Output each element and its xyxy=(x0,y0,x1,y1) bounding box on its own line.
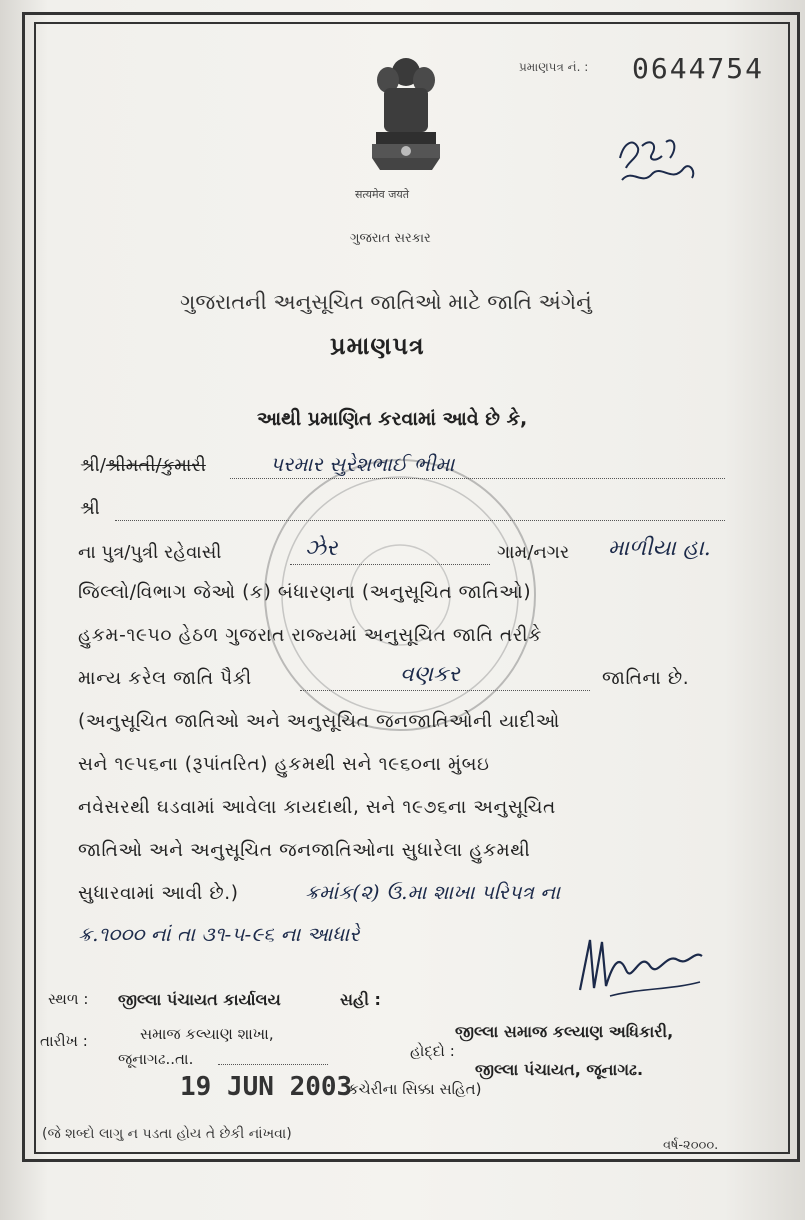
struck-title-label: શ્રીમતી/કુમારી xyxy=(105,455,206,476)
national-emblem-icon xyxy=(362,52,450,182)
body-line-5: સને ૧૯૫૬ના (રૂપાંતરિત) હુકમથી સને ૧૯૬૦ના મુંબઇ xyxy=(78,754,490,775)
caste-value: વણકર xyxy=(400,662,460,687)
certificate-intro: આથી પ્રમાણિત કરવામાં આવે છે કે, xyxy=(257,408,528,430)
date-dotted-line xyxy=(218,1064,328,1065)
resident-label: ના પુત્ર/પુત્રી રહેવાસી xyxy=(78,542,222,563)
sign-label: સહી : xyxy=(340,990,381,1009)
shri-label: શ્રી/ xyxy=(80,455,106,476)
form-year-code: વર્ષ-૨૦૦૦. xyxy=(663,1138,719,1153)
name-value: પરમાર સુરેશભાઈ ભીમા xyxy=(270,452,455,476)
emblem-motto: सत्यमेव जयते xyxy=(355,188,410,201)
name-line xyxy=(80,455,206,476)
name-dotted-line xyxy=(230,478,725,479)
father-dotted-line xyxy=(115,520,725,521)
office-seal-note: કચેરીના સિક્કા સહિત) xyxy=(348,1080,482,1098)
handwritten-note-1: ક્રમાંક(૨) ઉ.મા શાખા પરિપત્ર ના xyxy=(305,880,561,904)
caste-dotted-line xyxy=(300,690,590,691)
certificate-number: 0644754 xyxy=(632,52,765,85)
handwritten-signature xyxy=(570,930,710,1010)
date-stamp: 19 JUN 2003 xyxy=(180,1072,353,1102)
post-label: હોદ્દો : xyxy=(410,1042,455,1060)
body-line-8: સુધારવામાં આવી છે.) xyxy=(78,883,239,904)
body-line-2: હુકમ-૧૯૫૦ હેઠળ ગુજરાત રાજ્યમાં અનુસૂચિત જાતિ તરીકે xyxy=(78,625,542,646)
handwritten-reference-mark xyxy=(612,128,702,198)
father-label: શ્રી xyxy=(80,498,100,519)
government-name: ગુજરાત સરકાર xyxy=(350,231,431,246)
resident-dotted-line xyxy=(290,564,490,565)
place-value: જીલ્લા પંચાયત કાર્યાલય xyxy=(118,990,281,1009)
body-line-7: જાતિઓ અને અનુસૂચિત જનજાતિઓના સુધારેલા હુકમથી xyxy=(78,840,531,861)
body-line-4: (અનુસૂચિત જાતિઓ અને અનુસૂચિત જનજાતિઓની યાદીઓ xyxy=(78,711,560,732)
certificate-number-label: પ્રમાણપત્ર નં. : xyxy=(519,60,589,74)
certificate-heading: પ્રમાણપત્ર xyxy=(330,332,425,360)
department-line-2: જૂનાગઢ..તા. xyxy=(118,1050,194,1068)
footer-note: (જે શબ્દો લાગુ ન પડતા હોય તે છેકી નાંખવા) xyxy=(42,1126,292,1142)
village-label: ગામ/નગર xyxy=(497,542,570,563)
post-line-2: જીલ્લા પંચાયત, જૂનાગઢ. xyxy=(475,1060,644,1079)
body-line-1: જિલ્લો/વિભાગ જેઓ (ક) બંધારણના (અનુસૂચિત જાતિઓ) xyxy=(78,582,532,603)
body-line-3: માન્ય કરેલ જાતિ પૈકી xyxy=(78,668,252,689)
date-label: તારીખ : xyxy=(40,1032,88,1050)
caste-suffix: જાતિના છે. xyxy=(602,668,690,689)
place-label: સ્થળ : xyxy=(48,990,89,1008)
village-value: માળીયા હા. xyxy=(608,536,711,561)
resident-value: ઝેર xyxy=(305,536,338,561)
department-line-1: સમાજ કલ્યાણ શાખા, xyxy=(140,1025,274,1043)
handwritten-note-2: ક્ર.૧૦૦૦ નાં તા ૩૧-૫-૯૬ ના આધારે xyxy=(78,922,360,946)
body-line-6: નવેસરથી ઘડવામાં આવેલા કાયદાથી, સને ૧૯૭૬ના અનુસૂચિત xyxy=(78,797,556,818)
post-line-1: જીલ્લા સમાજ કલ્યાણ અધિકારી, xyxy=(455,1022,674,1041)
certificate-title: ગુજરાતની અનુસૂચિત જાતિઓ માટે જાતિ અંગેનું xyxy=(180,290,592,314)
